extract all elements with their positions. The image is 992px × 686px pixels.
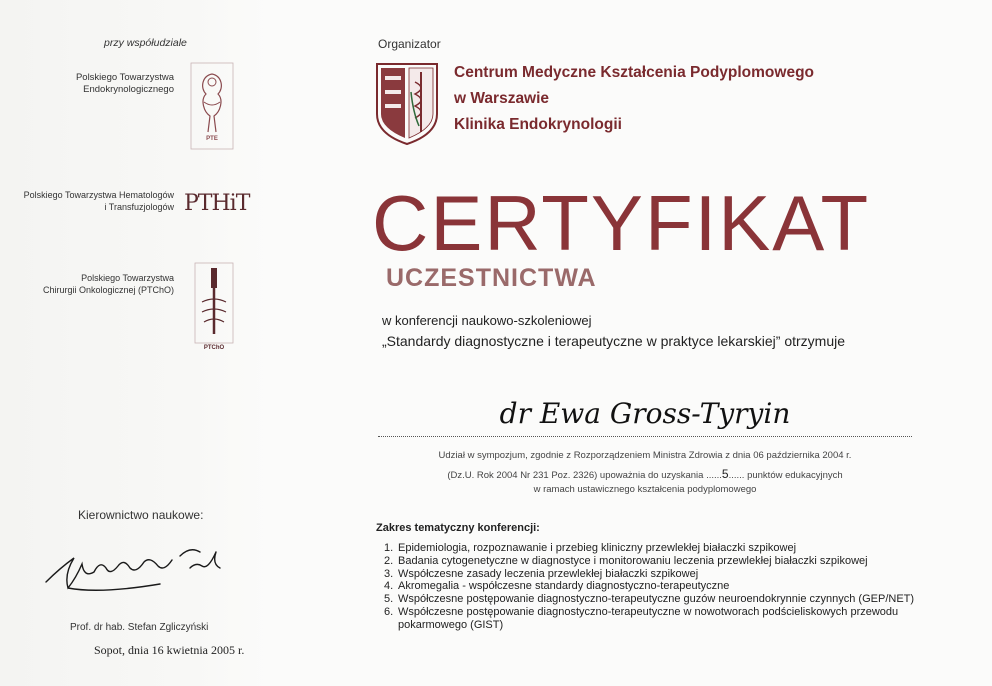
list-item: 1. Epidemiologia, rozpoznawanie i przebieg kliniczny przewlekłej białaczki szpikowej [384, 542, 797, 554]
conference-intro: w konferencji naukowo-szkoleniowej [382, 313, 592, 328]
scientific-management-label: Kierownictwo naukowe: [78, 508, 204, 522]
recipient-dotted-line [378, 436, 912, 437]
signature-icon [40, 538, 240, 608]
organizer-line1: Centrum Medyczne Kształcenia Podyplomowego [454, 64, 815, 81]
topics-list [384, 542, 944, 632]
points-value: 5 [721, 467, 729, 481]
certificate-title: CERTYFIKAT [372, 179, 871, 267]
note-line2: (Dz.U. Rok 2004 Nr 231 Poz. 2326) upoważnia do uzyskania ......5...... punktów edukacyjnych [447, 467, 843, 481]
note-line3: w ramach ustawicznego kształcenia podyplomowego [533, 484, 757, 495]
topics-heading: Zakres tematyczny konferencji: [376, 522, 540, 534]
cmkp-shield-icon [375, 62, 439, 146]
receives-label: otrzymuje [784, 333, 845, 349]
list-item: 4. Akromegalia - współczesne standardy diagnostyczno-terapeutyczne [384, 580, 730, 593]
ptcho-logo-text: PTChO [203, 345, 225, 351]
list-item: 6. Współczesne postępowanie diagnostyczno-terapeutyczne w nowotworach podścieliskowych przewodu pokarmowego (GIST) [384, 605, 899, 631]
list-item: 3. Współczesne zasady leczenia przewlekłej białaczki szpikowej [384, 567, 699, 580]
list-item: 5. Współczesne postępowanie diagnostyczno-terapeutyczne guzów neuroendokrynnie czynnych (GEP/NET) [384, 593, 915, 606]
conference-title-line [382, 333, 845, 349]
cosponsor-pte-name: Polskiego Towarzystwa Endokrynologicznego [75, 72, 174, 95]
cosponsor-pthit-name: Polskiego Towarzystwa Hematologów i Transfuzjologów [23, 190, 174, 212]
conference-title: „Standardy diagnostyczne i terapeutyczne w praktyce lekarskiej” [382, 333, 781, 349]
cosponsors-label: przy współudziale [104, 37, 187, 49]
recipient-name: dr Ewa Gross-Tyryin [499, 397, 791, 430]
place-date: Sopot, dnia 16 kwietnia 2005 r. [94, 643, 245, 657]
pte-logo-text: PTE [206, 136, 218, 142]
signer-name: Prof. dr hab. Stefan Zgliczyński [70, 622, 209, 633]
organizer-line3: Klinika Endokrynologii [454, 116, 622, 133]
note-line1: Udział w sympozjum, zgodnie z Rozporządzeniem Ministra Zdrowia z dnia 06 października 2004 r. [438, 450, 852, 461]
organizer-label: Organizator [378, 37, 441, 51]
organizer-line2: w Warszawie [454, 90, 550, 107]
cosponsor-ptcho-name: Polskiego Towarzystwa Chirurgii Onkologicznej (PTChO) [42, 273, 174, 295]
certificate-subtitle: UCZESTNICTWA [386, 264, 597, 292]
list-item: 2. Badania cytogenetyczne w diagnostyce i monitorowaniu leczenia przewlekłej białaczki szpikowej [384, 554, 868, 567]
ptcho-logo-icon [194, 262, 234, 344]
pthit-logo-text: PTHiT [184, 191, 250, 216]
